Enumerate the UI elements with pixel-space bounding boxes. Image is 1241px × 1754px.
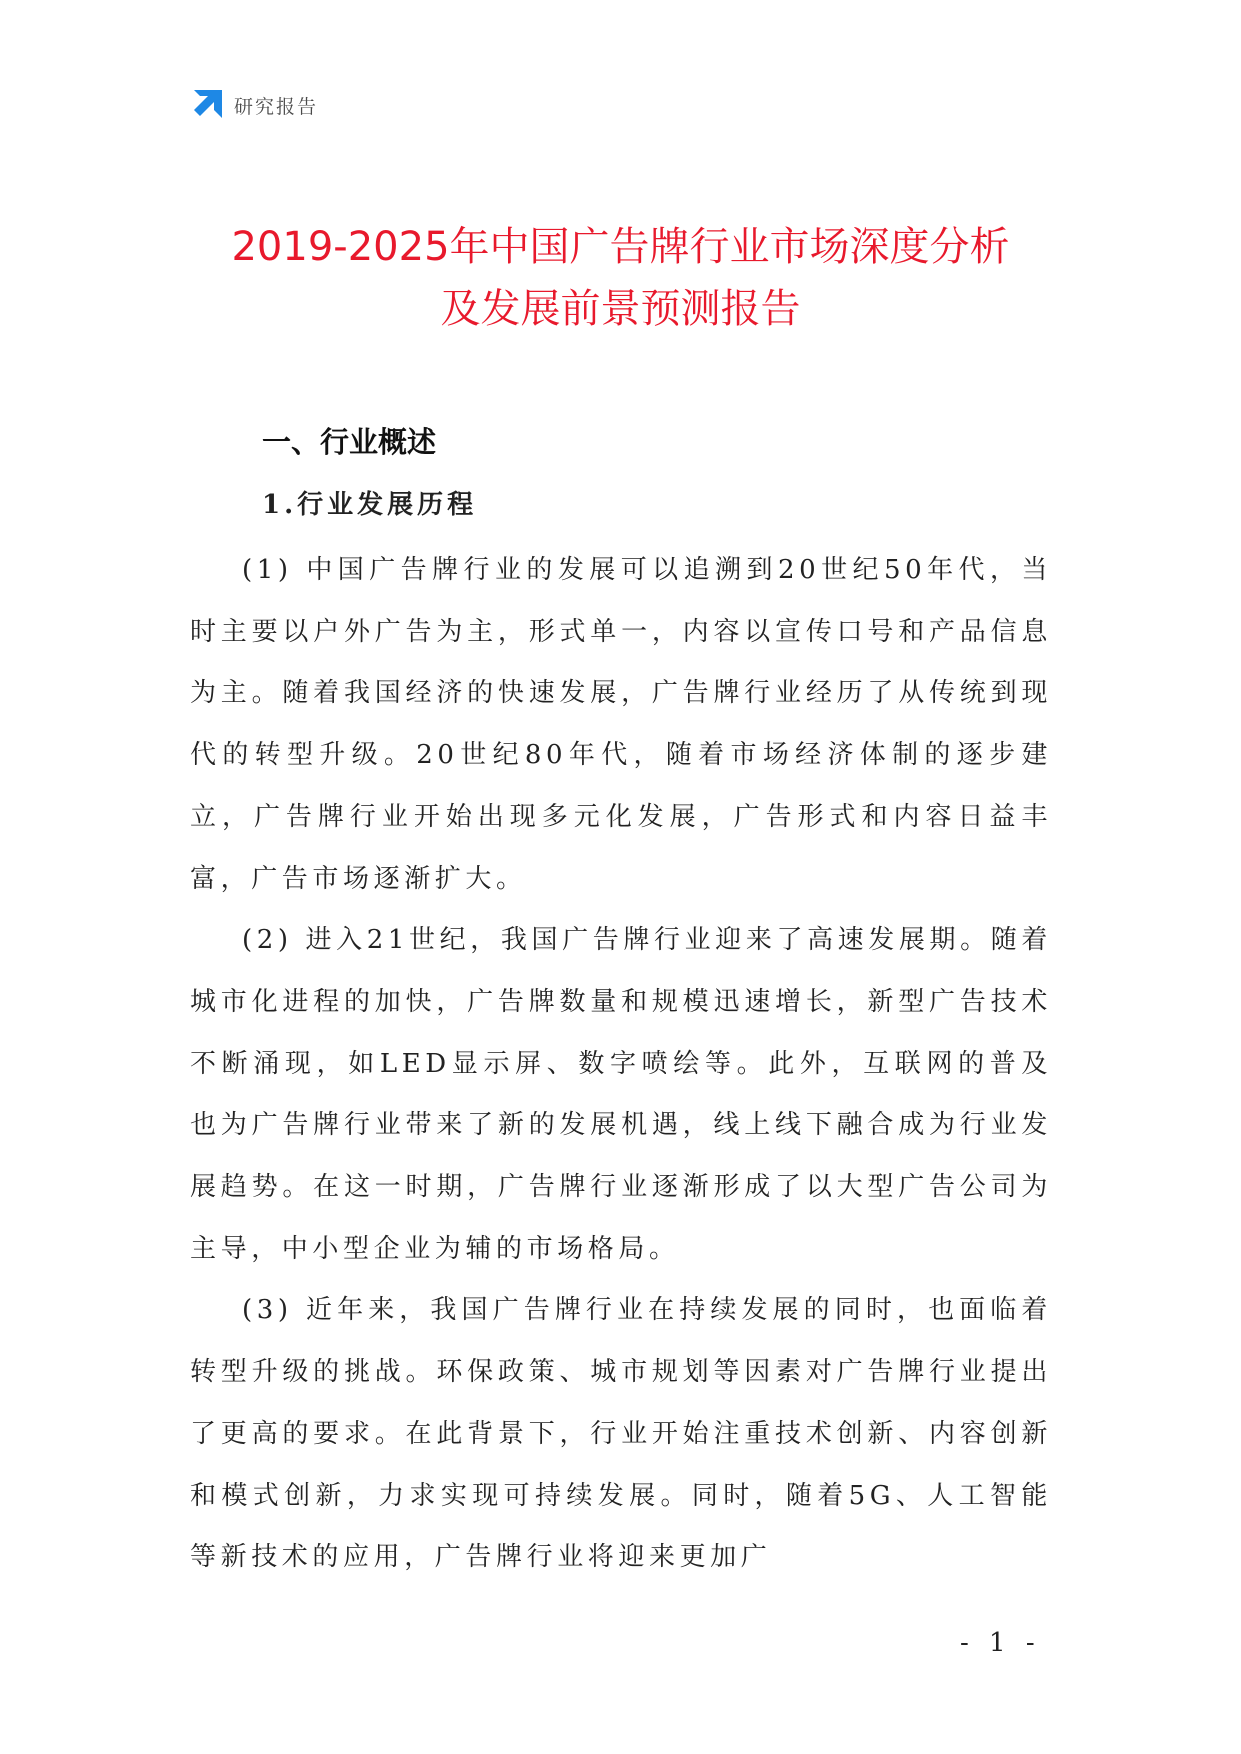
title-line-2: 及发展前景预测报告 (440, 286, 801, 332)
title-line-1: 2019-2025年中国广告牌行业市场深度分析 (231, 224, 1010, 270)
subsection-heading: 1.行业发展历程 (262, 490, 478, 520)
document-title (150, 216, 1091, 340)
header-label: 研究报告 (234, 95, 319, 118)
body-text (190, 540, 1052, 1589)
section-heading: 一、行业概述 (262, 425, 437, 459)
page-number: - 1 - (960, 1628, 1041, 1658)
paragraph-1: (1) 中国广告牌行业的发展可以追溯到20世纪50年代，当时主要以户外广告为主，形式单一，内容以宣传口号和产品信息为主。随着我国经济的快速发展，广告牌行业经历了从传统到现代的转型升级。20世纪80年代，随着市场经济体制的逐步建立，广告牌行业开始出现多元化发展，广告形式和内容日益丰富，广告市场逐渐扩大。 (190, 555, 1052, 894)
arrow-up-right-icon (190, 88, 224, 122)
paragraph-2: (2) 进入21世纪，我国广告牌行业迎来了高速发展期。随着城市化进程的加快，广告牌数量和规模迅速增长，新型广告技术不断涌现，如LED显示屏、数字喷绘等。此外，互联网的普及也为广告牌行业带来了新的发展机遇，线上线下融合成为行业发展趋势。在这一时期，广告牌行业逐渐形成了以大型广告公司为主导，中小型企业为辅的市场格局。 (190, 925, 1052, 1264)
report-header (190, 88, 318, 122)
paragraph-3: (3) 近年来，我国广告牌行业在持续发展的同时，也面临着转型升级的挑战。环保政策、城市规划等因素对广告牌行业提出了更高的要求。在此背景下，行业开始注重技术创新、内容创新和模式创新，力求实现可持续发展。同时，随着5G、人工智能等新技术的应用，广告牌行业将迎来更加广 (190, 1295, 1052, 1573)
